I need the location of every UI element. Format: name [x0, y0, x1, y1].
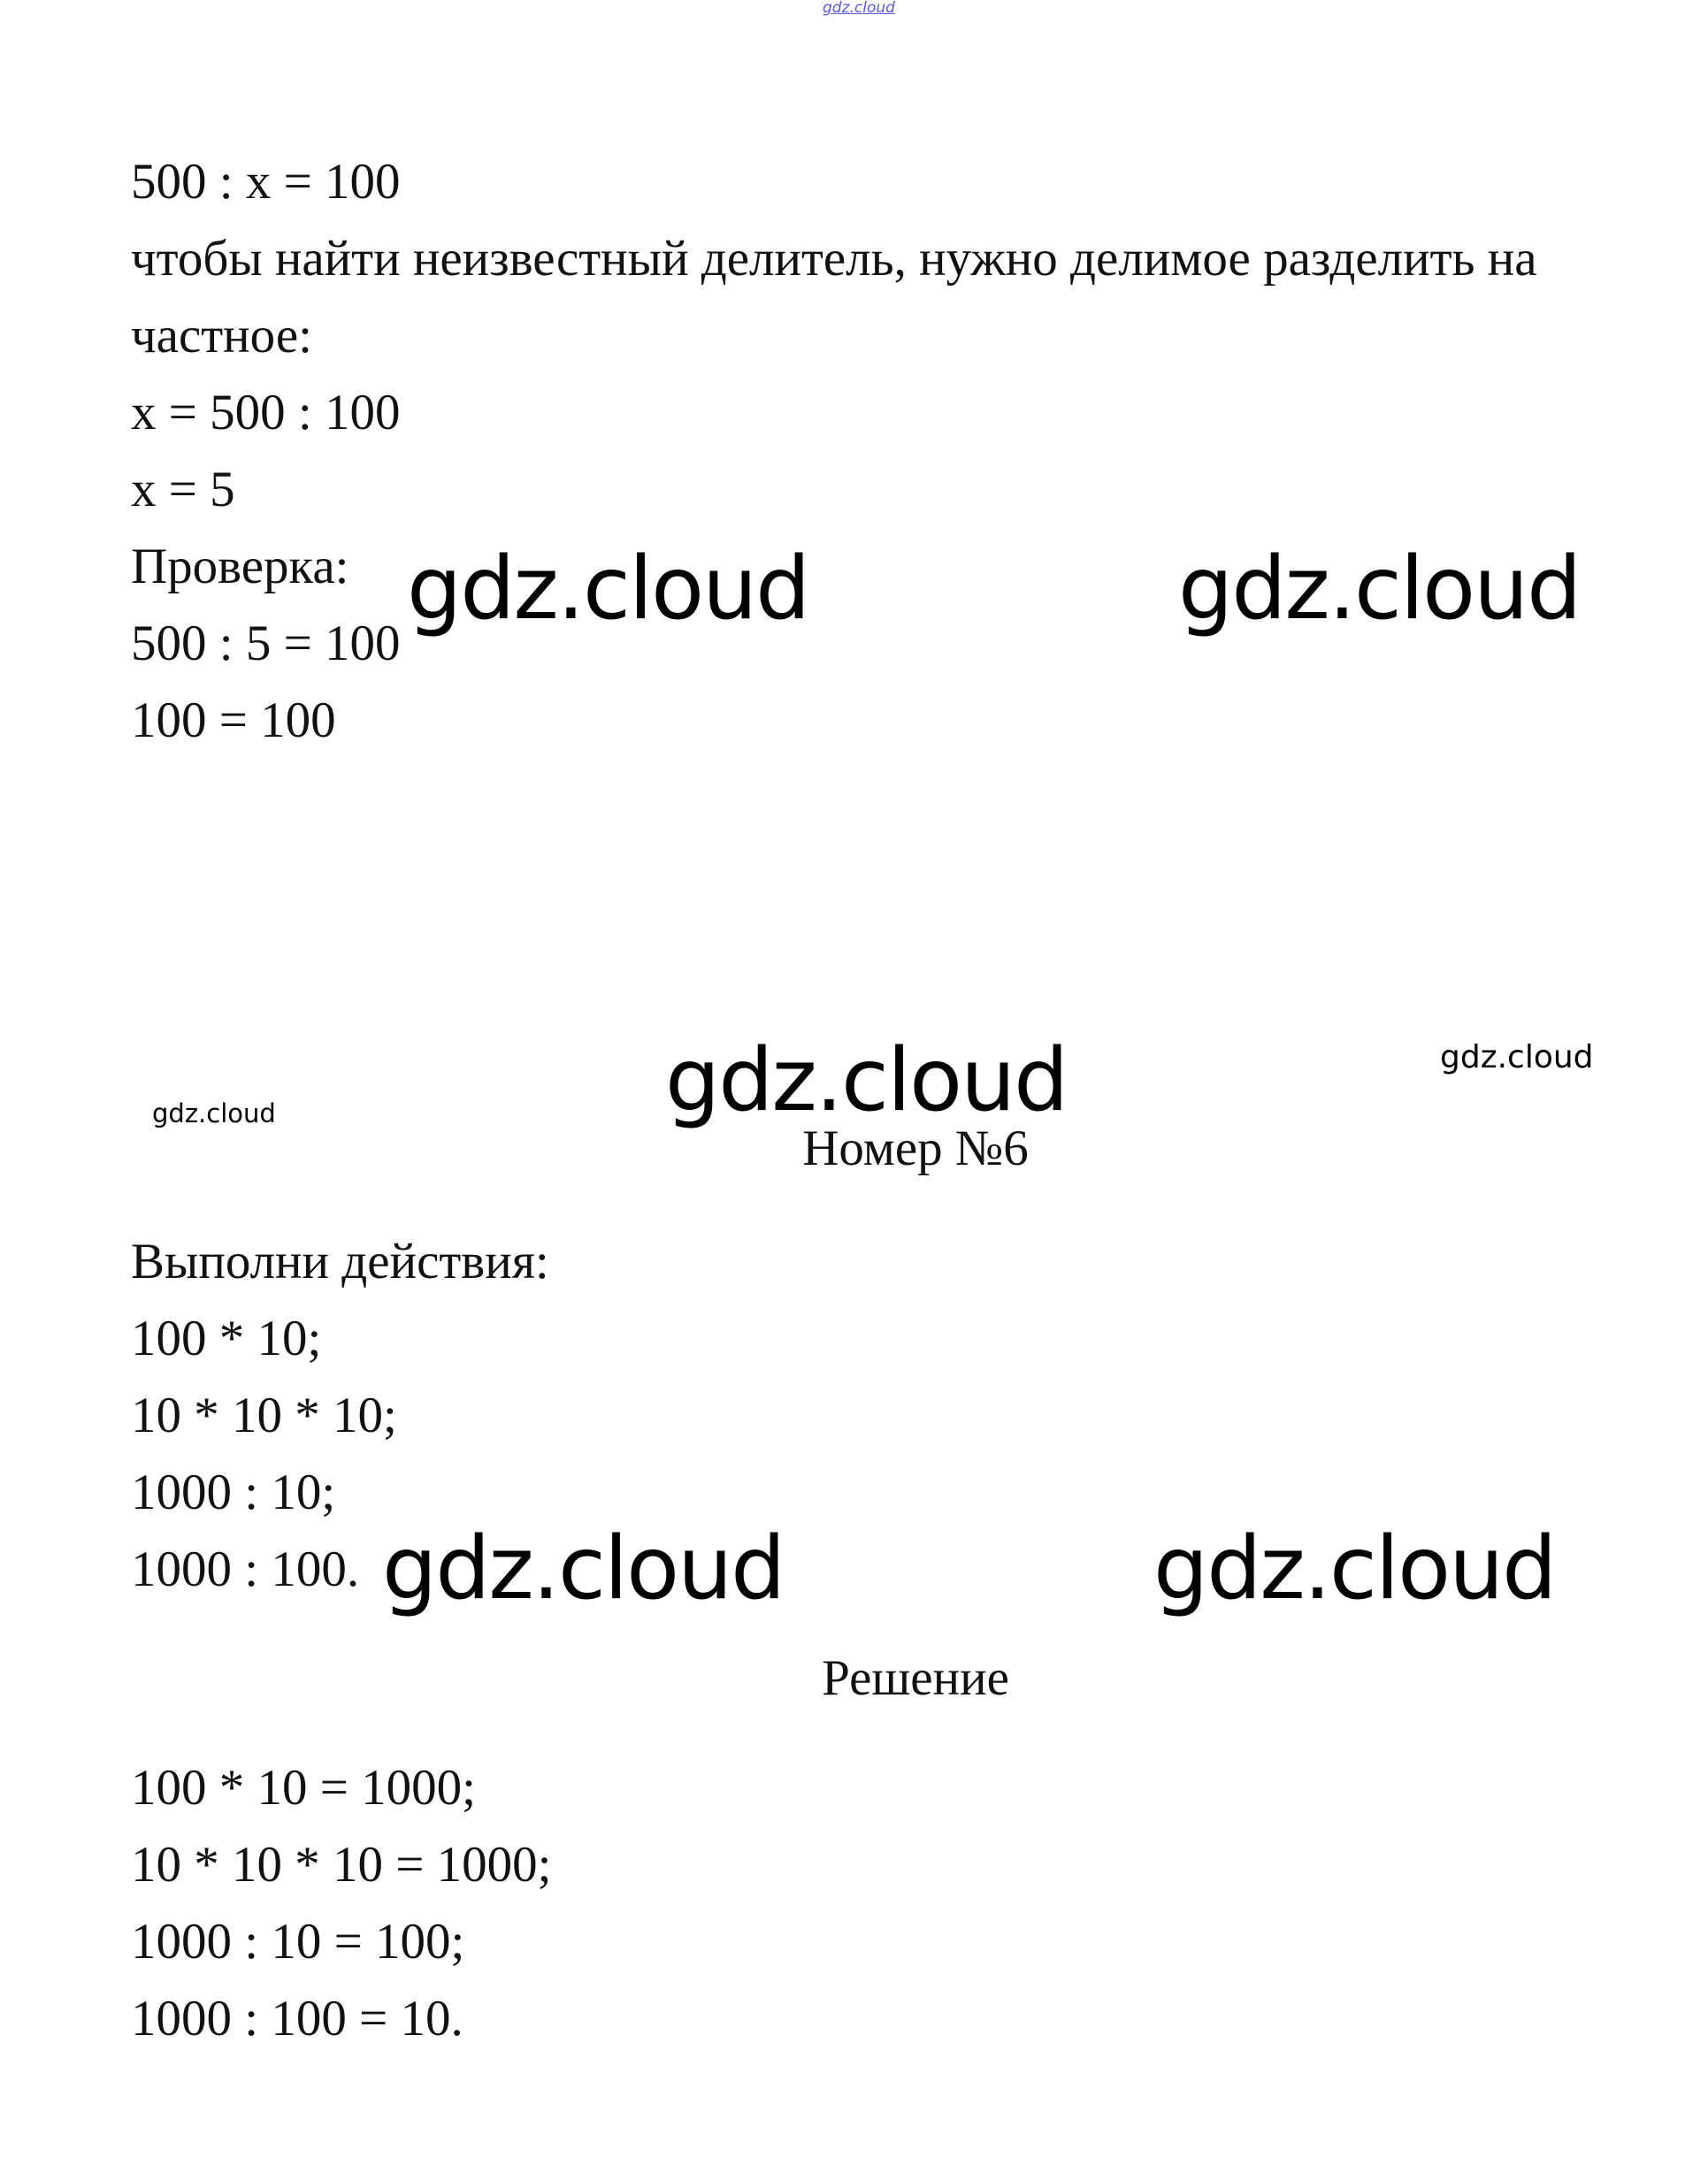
solution-line: 10 * 10 * 10 = 1000; — [131, 1837, 552, 1893]
task-item: 1000 : 100. — [131, 1541, 360, 1597]
watermark-logo: gdz.cloud — [1153, 1518, 1556, 1619]
prev-line-result: x = 5 — [131, 462, 235, 517]
task-title: Номер №6 — [802, 1121, 1029, 1176]
watermark-logo: gdz.cloud — [665, 1030, 1068, 1131]
task-item: 1000 : 10; — [131, 1465, 336, 1520]
watermark-logo: gdz.cloud — [407, 539, 809, 639]
prev-line-rule: чтобы найти неизвестный делитель, нужно делимое разделить на — [131, 231, 1537, 287]
prev-line-check-result: 100 = 100 — [131, 692, 336, 748]
solution-line: 1000 : 100 = 10. — [131, 1991, 463, 2046]
top-site-mark[interactable]: gdz.cloud — [823, 0, 895, 17]
watermark-logo: gdz.cloud — [1178, 539, 1581, 639]
prev-line-rule-cont: частное: — [131, 308, 313, 363]
solution-heading: Решение — [822, 1650, 1009, 1706]
task-statement: Выполни действия: — [131, 1234, 549, 1289]
task-item: 10 * 10 * 10; — [131, 1388, 397, 1443]
prev-line-calc: x = 500 : 100 — [131, 385, 401, 440]
solution-line: 1000 : 10 = 100; — [131, 1914, 465, 1970]
prev-line-check-calc: 500 : 5 = 100 — [131, 616, 401, 671]
watermark-logo-tiny: gdz.cloud — [152, 1098, 276, 1128]
watermark-logo-small: gdz.cloud — [1440, 1039, 1594, 1075]
task-item: 100 * 10; — [131, 1311, 322, 1366]
prev-line-check-label: Проверка: — [131, 539, 349, 594]
solution-line: 100 * 10 = 1000; — [131, 1760, 476, 1816]
prev-line-equation: 500 : x = 100 — [131, 154, 401, 210]
watermark-logo: gdz.cloud — [382, 1518, 785, 1619]
